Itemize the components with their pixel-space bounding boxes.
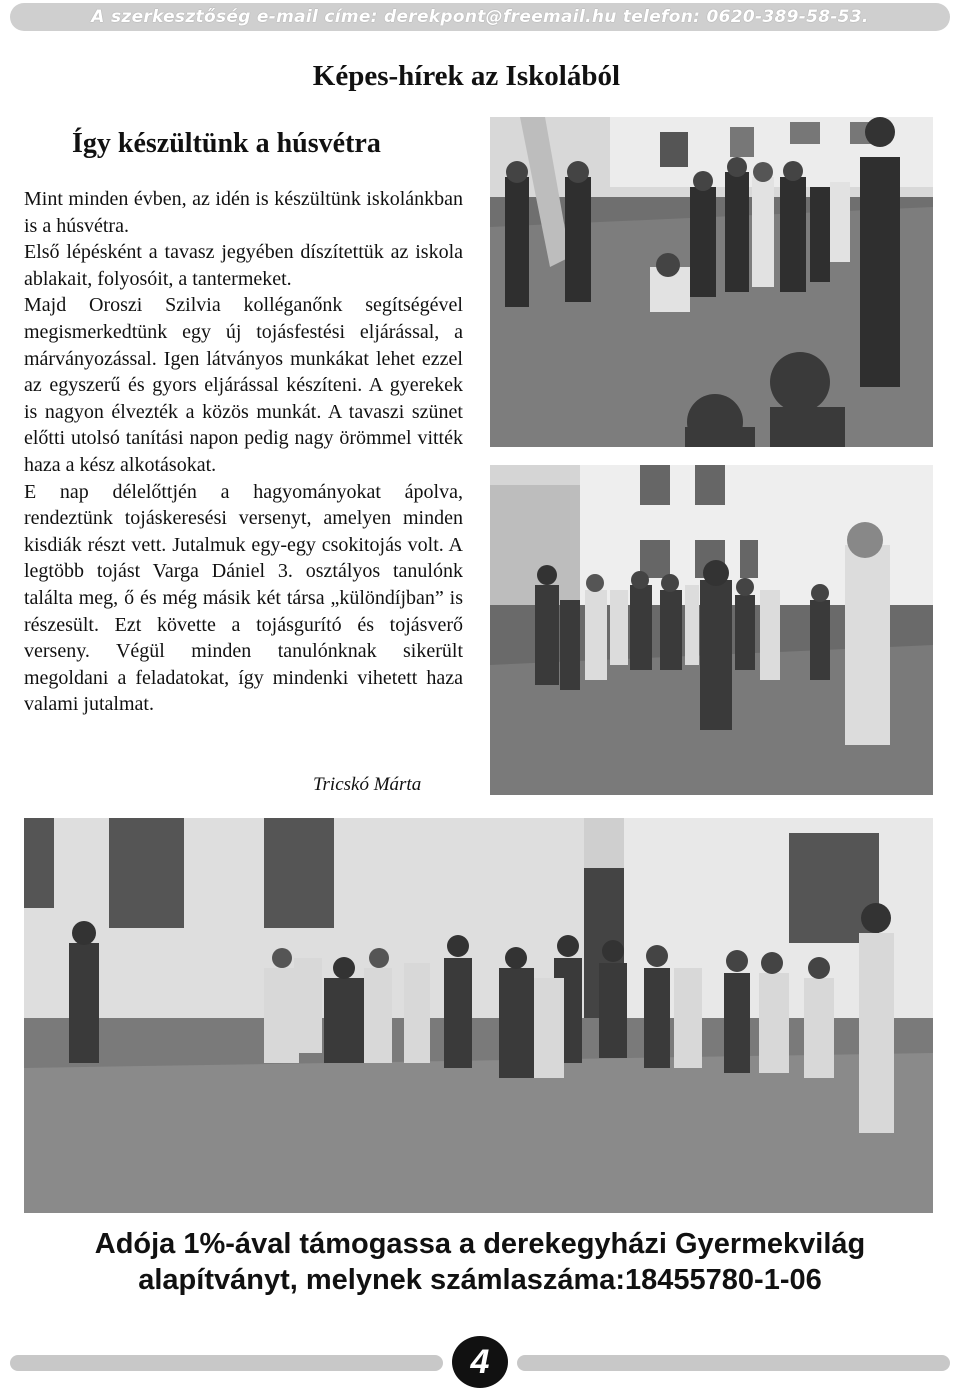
article-body <box>24 186 463 718</box>
section-title: Képes-hírek az Iskolából <box>312 60 620 92</box>
header-contact-bar <box>10 3 950 31</box>
photo-egg-tapping-line <box>490 465 933 795</box>
article-paragraph: E nap délelőttjén a hagyományokat ápolva, rendeztünk tojáskeresési versenyt, amelyen minden kisdiák részt vett. Jutalmuk egy-egy csokitojás volt. A legtöbb tojást Varga Dániel 3. osztályos tanulónk találta meg, ő és még másik két társa „különdíjban” is részesült. Ezt követte a tojásgurító és tojásverő verseny. Végül minden tanulónknak sikerült megoldani a feladatokat, így mindenki vihetett haza valami jutalmat. <box>24 480 463 716</box>
article-paragraph: Első lépésként a tavasz jegyében díszítettük az iskola ablakait, folyosóit, a tantermeket. <box>24 241 463 290</box>
article-paragraph: Majd Oroszi Szilvia kolléganőnk segítségével megismerkedtünk egy új tojásfestési eljárással, a márványozással. Igen látványos munkákat lehet ezzel az egyszerű és gyors eljárással készíteni. A gyerekek is nagyon élvezték a közös munkát. A tavaszi szünet előtti utolsó tanítási napon pedig nagy örömmel vitték haza a kész alkotásokat. <box>24 294 463 476</box>
photo-egg-rolling <box>490 117 933 447</box>
footer-bar-left <box>10 1355 443 1371</box>
article-paragraph: Mint minden évben, az idén is készültünk iskolánkban is a húsvétra. <box>24 188 463 237</box>
header-contact-text: A szerkesztőség e-mail címe: derekpont@freemail.hu telefon: 0620-389-58-53. <box>91 7 869 27</box>
donation-note-line: alapítványt, melynek számlaszáma:18455780-1-06 <box>138 1264 822 1296</box>
donation-note <box>0 1226 960 1298</box>
photo-race-schoolyard <box>24 818 933 1213</box>
article-title: Így készültünk a húsvétra <box>72 128 381 159</box>
page-number: 4 <box>452 1336 508 1388</box>
footer-bar-right <box>517 1355 950 1371</box>
donation-note-line: Adója 1%-ával támogassa a derekegyházi Gyermekvilág <box>94 1228 866 1260</box>
article-author: Tricskó Márta <box>313 774 422 795</box>
